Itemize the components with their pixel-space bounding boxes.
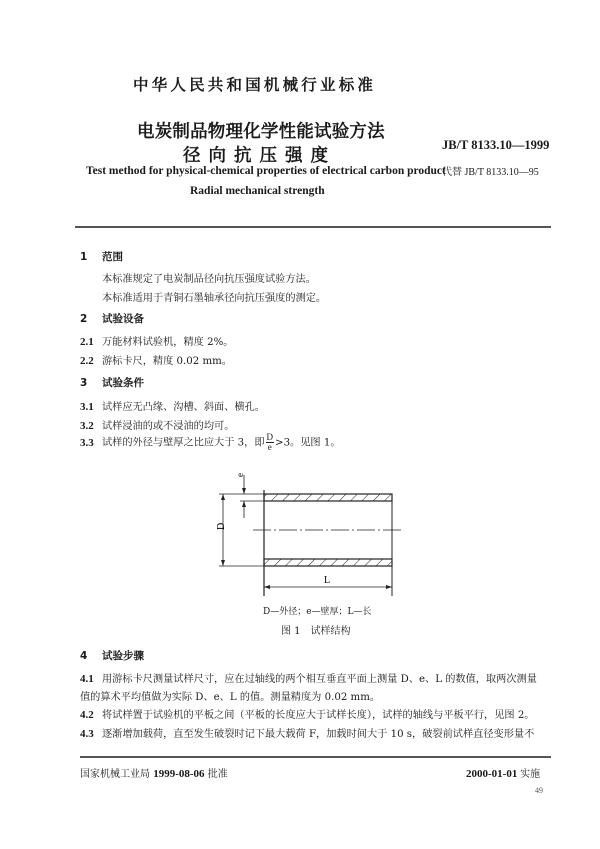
standard-number: JB/T 8133.10—1999 [442, 138, 550, 152]
dimension-label-e: e [235, 473, 245, 477]
section-heading-1: 1 范围 [80, 251, 123, 263]
figure-legend: D—外径；e—壁厚；L—长 [263, 607, 372, 617]
clause-4-1: 4.1 用游标卡尺测量试样尺寸，应在过轴线的两个相互垂直平面上测量 D、e、L 的数值，取两次测量 [80, 673, 537, 685]
issuer-title: 中华人民共和国机械行业标准 [133, 76, 377, 94]
clause-4-1-continuation: 值的算术平均值做为实际 D、e、L 的值。测量精度为 0.02 mm。 [80, 692, 381, 703]
section-heading-2: 2 试验设备 [80, 313, 144, 325]
bottom-wall-hatch [264, 559, 392, 566]
effective-line: 2000-01-01 实施 [466, 768, 541, 780]
header-divider [75, 226, 551, 228]
footer-divider [80, 756, 551, 758]
replaces-note: 代替 JB/T 8133.10—95 [442, 167, 539, 178]
page-number: 49 [535, 786, 543, 795]
clause-3-3: 3.3 试样的外径与壁厚之比应大于 3，即 $\frac{D}{e}$ >3。见图 1。 [80, 432, 341, 452]
section-heading-3: 3 试验条件 [80, 377, 144, 389]
clause-3-2: 3.2 试样浸油的或不浸油的均可。 [80, 420, 235, 432]
ratio-fraction: $\frac{D}{e}$ [266, 432, 274, 452]
standard-title-en: Test method for physical-chemical properties of electrical carbon product [86, 165, 446, 177]
clause-4-2: 4.2 将试样置于试验机的平板之间（平板的长度应大于试样长度），试样的轴线与平板平行，见图 2。 [80, 709, 535, 721]
figure-1-specimen-diagram [200, 470, 430, 605]
figure-caption: 图 1 试样结构 [281, 626, 351, 637]
paragraph: 本标准规定了电炭制品径向抗压强度试验方法。 [102, 274, 316, 285]
standard-subtitle-en: Radial mechanical strength [190, 185, 325, 197]
dimension-label-D: D [216, 522, 227, 530]
standard-subtitle-cn: 径向抗压强度 [183, 146, 336, 166]
clause-2-1: 2.1 万能材料试验机，精度 2%。 [80, 336, 234, 348]
approval-line: 国家机械工业局 1999-08-06 批准 [80, 768, 228, 780]
dimension-label-L: L [324, 575, 331, 586]
clause-4-3: 4.3 逐渐增加载荷，直至发生破裂时记下最大载荷 F，加载时间大于 10 s，破裂前试样直径变形量不 [80, 728, 535, 740]
top-wall-hatch [264, 494, 392, 501]
clause-3-1: 3.1 试样应无凸缘、沟槽、斜面、横孔。 [80, 401, 265, 413]
section-heading-4: 4 试验步骤 [80, 650, 144, 662]
paragraph: 本标准适用于青铜石墨轴承径向抗压强度的测定。 [102, 293, 327, 304]
standard-title-cn: 电炭制品物理化学性能试验方法 [137, 122, 385, 142]
clause-2-2: 2.2 游标卡尺，精度 0.02 mm。 [80, 355, 232, 367]
